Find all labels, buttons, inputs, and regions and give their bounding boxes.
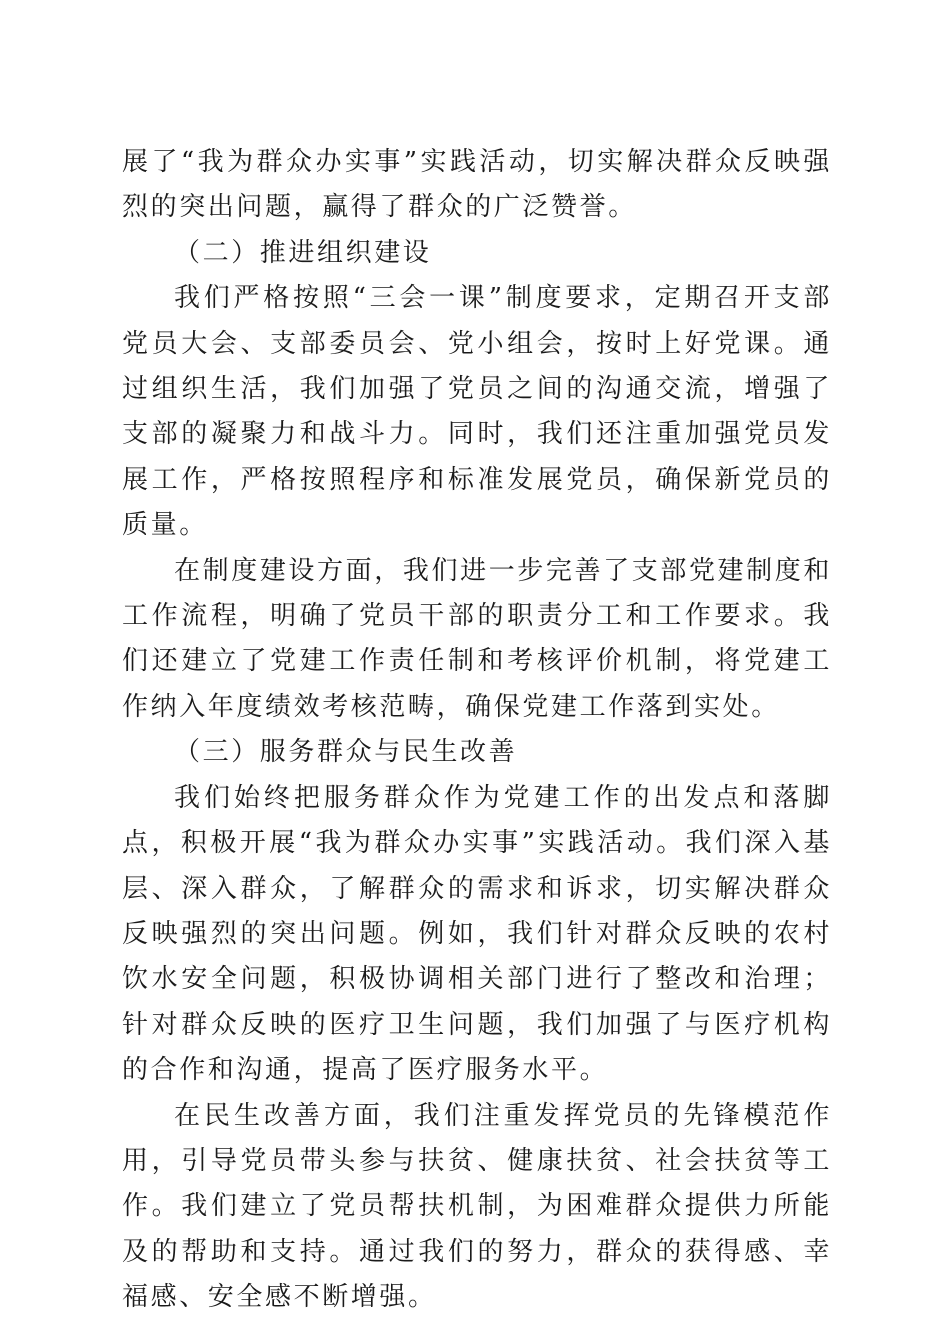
- section-heading-organization: （二）推进组织建设: [174, 237, 432, 268]
- section-heading-serving-public: （三）服务群众与民生改善: [174, 737, 518, 768]
- paragraph-livelihood: 在民生改善方面，我们注重发挥党员的先锋模范作用，引导党员带头参与扶贫、健康扶贫、社会扶贫等工作。我们建立了党员帮扶机制，为困难群众提供力所能及的帮助和支持。通过我们的努力，群众的获得感、幸福感、安全感不断增强。: [122, 1100, 832, 1313]
- paragraph-system-building: 在制度建设方面，我们进一步完善了支部党建制度和工作流程，明确了党员干部的职责分工和工作要求。我们还建立了党建工作责任制和考核评价机制，将党建工作纳入年度绩效考核范畴，确保党建工作落到实处。: [122, 555, 832, 722]
- document-body: [122, 140, 832, 1321]
- paragraph-organization-life: 我们严格按照“三会一课”制度要求，定期召开支部党员大会、支部委员会、党小组会，按时上好党课。通过组织生活，我们加强了党员之间的沟通交流，增强了支部的凝聚力和战斗力。同时，我们还注重加强党员发展工作，严格按照程序和标准发展党员，确保新党员的质量。: [122, 283, 832, 541]
- paragraph-continuation: 展了“我为群众办实事”实践活动，切实解决群众反映强烈的突出问题，赢得了群众的广泛赞誉。: [122, 147, 832, 223]
- paragraph-serving-public: 我们始终把服务群众作为党建工作的出发点和落脚点，积极开展“我为群众办实事”实践活动。我们深入基层、深入群众，了解群众的需求和诉求，切实解决群众反映强烈的突出问题。例如，我们针对群众反映的农村饮水安全问题，积极协调相关部门进行了整改和治理；针对群众反映的医疗卫生问题，我们加强了与医疗机构的合作和沟通，提高了医疗服务水平。: [122, 782, 832, 1086]
